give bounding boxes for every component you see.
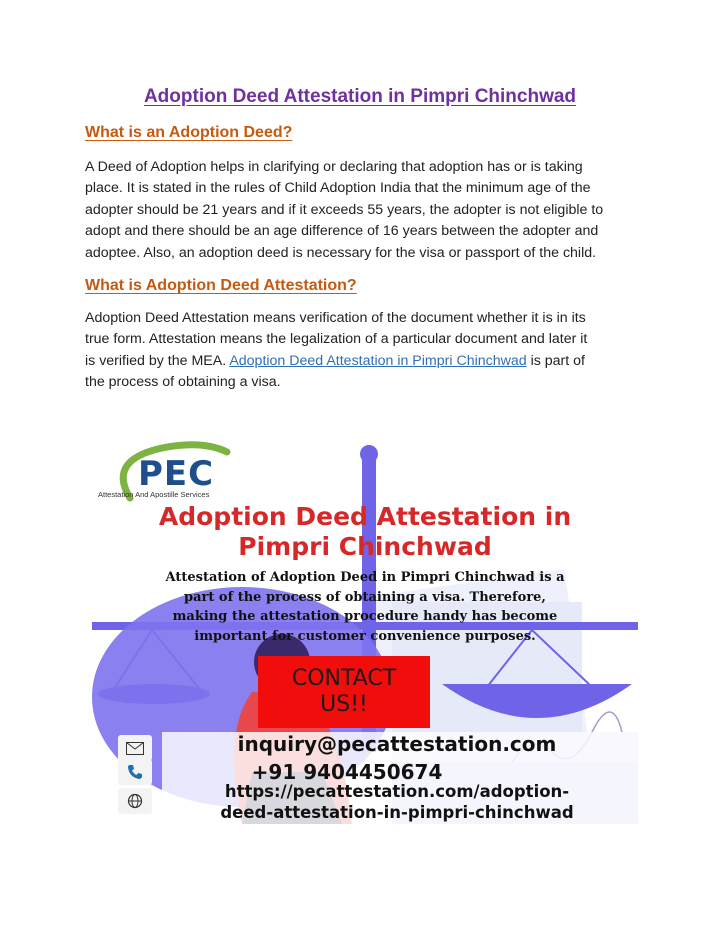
text-segment: is verified by the MEA. — [85, 352, 230, 369]
globe-icon — [118, 788, 152, 814]
logo-text: PEC — [138, 454, 215, 494]
banner-text-line: Attestation of Adoption Deed in Pimpri Chinchwad is a — [165, 570, 565, 585]
envelope-icon — [118, 735, 152, 761]
text-line: adopter should be 21 years and if it exceeds 55 years, the adopter is not eligible to — [85, 201, 604, 218]
banner-title-line: Pimpri Chinchwad — [238, 532, 492, 561]
text-line — [85, 351, 645, 372]
text-line: place. It is stated in the rules of Child Adoption India that the minimum age of the — [85, 180, 591, 197]
promo-banner — [92, 432, 638, 824]
text-line: A Deed of Adoption helps in clarifying or declaring that adoption has or is taking — [85, 159, 583, 175]
logo-subtitle: Attestation And Apostille Services — [98, 490, 210, 499]
attestation-link[interactable]: Adoption Deed Attestation in Pimpri Chinchwad — [229, 352, 527, 369]
text-line: adoptee. Also, an adoption deed is necessary for the visa or passport of the child. — [85, 244, 597, 261]
text-line: the process of obtaining a visa. — [85, 374, 281, 391]
text-line: Adoption Deed Attestation means verification of the document whether it is in its — [85, 310, 586, 326]
text-line: adopt and there should be an age difference of 16 years between the adopter and — [85, 223, 599, 240]
banner-title — [92, 502, 638, 562]
section2-heading: What is Adoption Deed Attestation? — [85, 277, 357, 294]
contact-url-line[interactable]: https://pecattestation.com/adoption- — [224, 782, 570, 801]
section2-paragraph — [85, 308, 645, 394]
banner-text-line: part of the process of obtaining a visa. Therefore, — [184, 589, 546, 605]
page-title: Adoption Deed Attestation in Pimpri Chinchwad — [143, 86, 577, 107]
banner-text-line: important for customer convenience purposes. — [194, 628, 536, 644]
banner-title-line: Adoption Deed Attestation in — [158, 502, 572, 531]
contact-phone[interactable]: +91 9404450674 — [251, 760, 443, 784]
banner-text-line: making the attestation procedure handy has become — [172, 609, 558, 624]
section1-heading: What is an Adoption Deed? — [85, 124, 293, 141]
text-segment: is part of — [526, 352, 585, 369]
phone-icon — [118, 759, 152, 785]
contact-email[interactable]: inquiry@pecattestation.com — [237, 732, 557, 756]
banner-description — [92, 568, 638, 646]
section1-paragraph — [85, 157, 645, 264]
text-line: true form. Attestation means the legalization of a particular document and later it — [85, 331, 588, 348]
contact-us-button[interactable]: CONTACT US!! — [258, 656, 430, 728]
contact-url-line[interactable]: deed-attestation-in-pimpri-chinchwad — [220, 803, 574, 822]
